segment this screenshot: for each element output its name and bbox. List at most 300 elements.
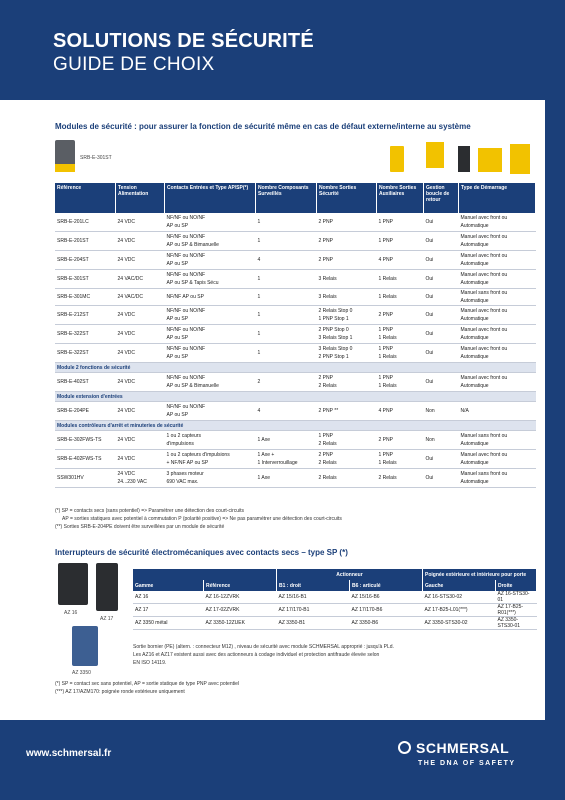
table-cell (256, 213, 317, 232)
table-cell (165, 270, 256, 289)
table-cell (377, 289, 424, 306)
table-cell (165, 402, 256, 421)
table-cell (55, 325, 116, 344)
cell-text: Manuel avec front ou Automatique (460, 327, 508, 341)
table-row (133, 617, 537, 630)
header-banner (0, 0, 565, 100)
cell-text: 24 VDC (117, 257, 136, 263)
cell-text: Oui (425, 257, 434, 263)
cell-text: Oui (425, 456, 434, 462)
cell-text: 1 Axe + 1 Interverrouillage (257, 452, 298, 466)
table-row (55, 373, 536, 392)
table-cell (277, 591, 350, 604)
table-cell (165, 344, 256, 363)
col-header: Gauche (423, 580, 496, 591)
table-cell (317, 306, 377, 325)
table-cell (317, 251, 377, 270)
table-cell (377, 306, 424, 325)
table-cell (165, 213, 256, 232)
cell-text: Manuel avec front ou Automatique (460, 234, 508, 248)
cell-text: 2 PNP Stop 0 3 Relais Stop 1 (318, 327, 353, 341)
section1-notes (55, 507, 342, 531)
table-cell (350, 617, 423, 630)
table-cell (459, 450, 536, 469)
footnote: (***) AZ 17/AZM170: poignée ronde extérieure uniquement (55, 689, 185, 695)
table-row (55, 289, 536, 306)
table-cell (459, 251, 536, 270)
cell-text: 2 PNP 2 Relais (318, 375, 337, 389)
table-row (133, 604, 537, 617)
cell-text: AZ 16-STS30-01 (497, 591, 530, 603)
cell-text: AZ 16-STS30-02 (424, 594, 463, 600)
cell-text: AZ 3350-B6 (351, 620, 379, 626)
section-row (55, 363, 536, 373)
table-row (55, 325, 536, 344)
section-label: Module 2 fonctions de sécurité (55, 363, 536, 373)
table-cell (116, 373, 165, 392)
table-cell (133, 604, 204, 617)
cell-text: AZ 3350 métal (135, 620, 168, 626)
product-photo-5 (510, 144, 530, 174)
cell-text: 2 Relais Stop 0 1 PNP Stop 1 (318, 308, 353, 322)
cell-text: SRB-E-301MC (57, 294, 91, 300)
product-photo-3 (458, 146, 470, 172)
side-band (545, 100, 565, 800)
table-cell (55, 469, 116, 488)
product-photos (386, 138, 536, 182)
cell-text: SRB-E-402FWS-TS (57, 456, 102, 462)
cell-text: NF/NF ou NO/NF AP ou SP (166, 215, 206, 229)
table-cell (256, 251, 317, 270)
cell-text: 1 (257, 238, 261, 244)
table-cell (496, 591, 537, 604)
table-cell (424, 431, 459, 450)
table-cell (133, 591, 204, 604)
table-cell (116, 450, 165, 469)
table-cell (459, 325, 536, 344)
table-cell (116, 344, 165, 363)
table-cell (424, 373, 459, 392)
cell-text: AZ 17 (135, 607, 149, 613)
table-cell (165, 431, 256, 450)
product-image-az17 (96, 563, 118, 611)
table-cell (424, 306, 459, 325)
cell-text: Manuel sans front ou Automatique (460, 290, 508, 304)
cell-text: Manuel avec front ou Automatique (460, 272, 508, 286)
table-cell (165, 251, 256, 270)
cell-text: 1 PNP (378, 219, 393, 225)
table-cell (277, 617, 350, 630)
table-cell (204, 604, 277, 617)
cell-text: SRB-E-212ST (57, 312, 89, 318)
image-label-az16: AZ 16 (64, 610, 78, 616)
cell-text: 1 ou 2 capteurs d'impulsions (166, 433, 201, 447)
table-cell (317, 469, 377, 488)
table-cell (377, 450, 424, 469)
cell-text: NF/NF AP ou SP (166, 294, 204, 300)
cell-text: NF/NF ou NO/NF AP ou SP & Tapis Sécu (166, 272, 219, 286)
table-cell (55, 213, 116, 232)
table-cell (459, 344, 536, 363)
cell-text: AZ 16-12ZVRK (205, 594, 240, 600)
cell-text: 3 Relais (318, 276, 337, 282)
cell-text: Manuel avec front ou Automatique (460, 346, 508, 360)
col-header: Nombre Sorties Sécurité (317, 183, 377, 213)
table-body (133, 591, 537, 630)
table-cell (496, 617, 537, 630)
col-header: Gestion boucle de retour (424, 183, 459, 213)
col-header: B6 : articulé (350, 580, 423, 591)
cell-text: AZ 17/170-B1 (278, 607, 310, 613)
cell-text: 1 (257, 350, 261, 356)
table-cell (116, 431, 165, 450)
cell-text: NF/NF ou NO/NF AP ou SP (166, 404, 206, 418)
table-row (55, 306, 536, 325)
table-cell (165, 289, 256, 306)
cell-text: Non (425, 408, 435, 414)
table-row (55, 232, 536, 251)
col-header: Type de Démarrage (459, 183, 536, 213)
section-row (55, 392, 536, 402)
col-header: Contacts Entrées et Type AP/SP(*) (165, 183, 256, 213)
table-cell (165, 373, 256, 392)
table-header-row (55, 183, 536, 213)
table-row (133, 591, 537, 604)
cell-text: SRB-E-302FWS-TS (57, 437, 102, 443)
cell-text: 1 PNP 2 Relais (318, 433, 337, 447)
table-cell (377, 213, 424, 232)
cell-text: 4 (257, 257, 261, 263)
section2-footnotes (55, 680, 239, 696)
cell-text: Manuel avec front ou Automatique (460, 308, 508, 322)
section2-title: Interrupteurs de sécurité électromécaniques avec contacts secs – type SP (*) (55, 548, 348, 557)
cell-text: 24 VAC/DC (117, 294, 143, 300)
cell-text: AZ 3350-STS30-02 (424, 620, 468, 626)
cell-text: 1 Axe (257, 437, 271, 443)
table-cell (423, 617, 496, 630)
cell-text: Manuel sans front ou Automatique (460, 433, 508, 447)
table-cell (350, 604, 423, 617)
cell-text: 2 Relais (378, 475, 397, 481)
cell-text: Manuel avec front ou Automatique (460, 452, 508, 466)
table-cell (116, 402, 165, 421)
product-photo-1 (390, 146, 404, 172)
cell-text: 1 Axe (257, 475, 271, 481)
cell-text: 24 VDC (117, 408, 136, 414)
table-cell (55, 270, 116, 289)
table-cell (423, 591, 496, 604)
cell-text: Oui (425, 475, 434, 481)
cell-text: AZ 17-B25-L01(***) (424, 607, 468, 613)
table-cell (165, 325, 256, 344)
cell-text: 24 VDC (117, 219, 136, 225)
cell-text: 24 VDC (117, 331, 136, 337)
table-cell (377, 402, 424, 421)
table-cell (256, 450, 317, 469)
cell-text: 1 (257, 294, 261, 300)
table-cell (459, 431, 536, 450)
page-title: SOLUTIONS DE SÉCURITÉ (53, 30, 314, 52)
cell-text: 2 PNP (378, 312, 393, 318)
cell-text: AZ 17-B25-R01(***) (497, 604, 524, 616)
table-row (55, 402, 536, 421)
group-header-actuator: Actionneur (277, 569, 423, 580)
logo-symbol-icon (398, 741, 411, 754)
table-cell (55, 344, 116, 363)
group-header-row (133, 569, 537, 580)
cell-text: Manuel avec front ou Automatique (460, 375, 508, 389)
table-cell (459, 469, 536, 488)
cell-text: 1 PNP (378, 238, 393, 244)
product-image-az3350 (72, 626, 98, 666)
table-cell (459, 289, 536, 306)
table-cell (256, 325, 317, 344)
cell-text: 2 (257, 379, 261, 385)
cell-text: 1 ou 2 capteurs d'impulsions + NF/NF AP ou SP (166, 452, 230, 466)
note-line: Les AZ16 et AZ17 existent aussi avec des actionneurs à codage individuel et protection antifraude élevée selon (133, 652, 380, 658)
col-header: Nombre Composants Surveillés (256, 183, 317, 213)
note-line: (**) Sorties SRB-E-204PE doivent être surveillées par un module de sécurité (55, 524, 225, 530)
image-label-az17: AZ 17 (100, 616, 114, 622)
table-cell (317, 402, 377, 421)
cell-text: 24 VDC (117, 437, 136, 443)
cell-text: SRB-E-402ST (57, 379, 89, 385)
table-cell (377, 431, 424, 450)
table-cell (165, 232, 256, 251)
brand-tagline: THE DNA OF SAFETY (418, 760, 516, 767)
table-cell (256, 431, 317, 450)
table-cell (55, 306, 116, 325)
table-cell (377, 469, 424, 488)
table-cell (377, 270, 424, 289)
cell-text: 24 VDC (117, 350, 136, 356)
cell-text: 3 phases moteur 690 VAC max. (166, 471, 204, 485)
table-cell (256, 306, 317, 325)
cell-text: AZ 17/170-B6 (351, 607, 383, 613)
cell-text: 24 VDC (117, 312, 136, 318)
cell-text: Manuel avec front ou Automatique (460, 253, 508, 267)
col-header: Nombre Sorties Auxiliaires (377, 183, 424, 213)
cell-text: 24 VDC (117, 456, 136, 462)
table-cell (424, 344, 459, 363)
cell-text: 4 PNP (378, 408, 393, 414)
cell-text: 24 VDC (117, 379, 136, 385)
section-label: Module extension d'entrées (55, 392, 536, 402)
cell-text: AZ 3350-STS30-01 (497, 617, 521, 629)
page-subtitle: GUIDE DE CHOIX (53, 54, 215, 75)
switches-table (133, 569, 537, 630)
cell-text: NF/NF ou NO/NF AP ou SP (166, 346, 206, 360)
section-label: Modules contrôleurs d'arrêt et minuteries de sécurité (55, 421, 536, 431)
col-header: Référence (55, 183, 116, 213)
table-row (55, 431, 536, 450)
table-cell (377, 251, 424, 270)
table-cell (256, 373, 317, 392)
table-cell (377, 344, 424, 363)
cell-text: 1 PNP 1 Relais (378, 346, 397, 360)
safety-modules-table (55, 183, 536, 488)
product-photo-2 (426, 142, 444, 168)
table-cell (256, 469, 317, 488)
table-cell (459, 402, 536, 421)
table-cell (317, 270, 377, 289)
cell-text: Oui (425, 276, 434, 282)
cell-text: 2 PNP (318, 219, 333, 225)
cell-text: NF/NF ou NO/NF AP ou SP (166, 327, 206, 341)
website-link[interactable]: www.schmersal.fr (26, 748, 112, 759)
cell-text: NF/NF ou NO/NF AP ou SP (166, 253, 206, 267)
col-header: B1 : droit (277, 580, 350, 591)
table-cell (317, 450, 377, 469)
cell-text: 2 PNP ** (318, 408, 339, 414)
table-cell (55, 450, 116, 469)
table-cell (55, 373, 116, 392)
table-cell (377, 373, 424, 392)
table-cell (459, 270, 536, 289)
table-cell (377, 232, 424, 251)
col-header: Droite (496, 580, 537, 591)
table-cell (116, 306, 165, 325)
table-cell (424, 450, 459, 469)
table-cell (116, 232, 165, 251)
cell-text: SSW301HV (57, 475, 84, 481)
cell-text: Oui (425, 312, 434, 318)
col-header: Tension Alimentation (116, 183, 165, 213)
note-line: (*) SP = contacts secs (sans potentiel) => Paramétrer une détection des court-circuits (55, 508, 245, 514)
image-label-az3350: AZ 3350 (72, 670, 91, 676)
cell-text: Oui (425, 379, 434, 385)
table-cell (496, 604, 537, 617)
cell-text: SRB-E-322ST (57, 350, 89, 356)
col-header: Gamme (133, 580, 204, 591)
cell-text: AZ 15/16-B6 (351, 594, 380, 600)
table-cell (256, 289, 317, 306)
table-cell (256, 402, 317, 421)
cell-text: Manuel sans front ou Automatique (460, 471, 508, 485)
table-cell (116, 289, 165, 306)
table-cell (277, 604, 350, 617)
col-header: Référence (204, 580, 277, 591)
table-cell (317, 232, 377, 251)
cell-text: Oui (425, 294, 434, 300)
cell-text: NF/NF ou NO/NF AP ou SP (166, 308, 206, 322)
table-cell (256, 232, 317, 251)
cell-text: 1 Relais (378, 276, 397, 282)
cell-text: Non (425, 437, 435, 443)
table-cell (256, 270, 317, 289)
table-cell (55, 232, 116, 251)
cell-text: 1 Relais (378, 294, 397, 300)
table-cell (204, 617, 277, 630)
product-image-srb (55, 140, 75, 172)
cell-text: 4 PNP (378, 257, 393, 263)
cell-text: 2 PNP (378, 437, 393, 443)
table-cell (424, 325, 459, 344)
cell-text: Oui (425, 350, 434, 356)
cell-text: N/A (460, 408, 469, 414)
cell-text: SRB-E-201LC (57, 219, 89, 225)
table-row (55, 469, 536, 488)
table-cell (424, 402, 459, 421)
table-row (55, 251, 536, 270)
group-header-handle: Poignée extérieure et intérieure pour porte (423, 569, 537, 580)
cell-text: 1 PNP 1 Relais (378, 452, 397, 466)
cell-text: AZ 17-02ZVRK (205, 607, 240, 613)
table-cell (424, 289, 459, 306)
cell-text: 1 (257, 331, 261, 337)
table-cell (377, 325, 424, 344)
table-cell (459, 306, 536, 325)
table-cell (424, 232, 459, 251)
table-cell (459, 373, 536, 392)
table-cell (317, 325, 377, 344)
cell-text: 3 Relais Stop 0 2 PNP Stop 1 (318, 346, 353, 360)
table-row (55, 213, 536, 232)
cell-text: SRB-E-204ST (57, 257, 89, 263)
section2-notes (133, 643, 533, 667)
table-cell (133, 617, 204, 630)
cell-text: 3 Relais (318, 294, 337, 300)
table-cell (350, 591, 423, 604)
table-row (55, 344, 536, 363)
table-cell (55, 431, 116, 450)
cell-text: 4 (257, 408, 261, 414)
table-cell (116, 469, 165, 488)
table-header-row (133, 580, 537, 591)
table-cell (424, 213, 459, 232)
table-cell (116, 325, 165, 344)
table-cell (424, 270, 459, 289)
brand-name: SCHMERSAL (416, 740, 510, 756)
table-cell (459, 213, 536, 232)
cell-text: SRB-E-204PE (57, 408, 89, 414)
cell-text: 24 VAC/DC (117, 276, 143, 282)
table-cell (165, 469, 256, 488)
product-label: SRB-E-301ST (80, 155, 112, 161)
table-cell (424, 469, 459, 488)
table-cell (424, 251, 459, 270)
cell-text: AZ 3350-12ZUEK (205, 620, 245, 626)
footnote: (*) SP = contact sec sans potentiel, AP = sortie statique de type PNP avec potentiel (55, 681, 239, 687)
note-line: AP = sorties statiques avec potentiel à commutation P (polarité positive) => Ne pas paramétrer une détection des court-circuits (62, 516, 342, 522)
table-cell (317, 213, 377, 232)
cell-text: NF/NF ou NO/NF AP ou SP & Bimanuelle (166, 234, 219, 248)
cell-text: AZ 15/16-B1 (278, 594, 307, 600)
product-photo-4 (478, 148, 502, 172)
section1-title: Modules de sécurité : pour assurer la fonction de sécurité même en cas de défaut externe/interne au système (55, 122, 471, 131)
table-cell (165, 306, 256, 325)
cell-text: SRB-E-301ST (57, 276, 89, 282)
table-row (55, 450, 536, 469)
cell-text: Oui (425, 219, 434, 225)
cell-text: 2 PNP (318, 238, 333, 244)
cell-text: 24 VDC 24...230 VAC (117, 471, 147, 485)
cell-text: Oui (425, 238, 434, 244)
note-line: Sortie bornier (PE) (altern. : connecteur M12) , niveau de sécurité avec module SCHMERSAL approprié : jusqu'à PLd. (133, 644, 394, 650)
table-cell (459, 232, 536, 251)
table-cell (317, 431, 377, 450)
cell-text: AZ 3350-B1 (278, 620, 306, 626)
table-cell (423, 604, 496, 617)
table-cell (116, 213, 165, 232)
cell-text: 1 PNP 1 Relais (378, 375, 397, 389)
table-cell (165, 450, 256, 469)
table-cell (55, 402, 116, 421)
table-cell (317, 289, 377, 306)
cell-text: 1 (257, 312, 261, 318)
cell-text: 2 PNP 2 Relais (318, 452, 337, 466)
table-cell (317, 373, 377, 392)
